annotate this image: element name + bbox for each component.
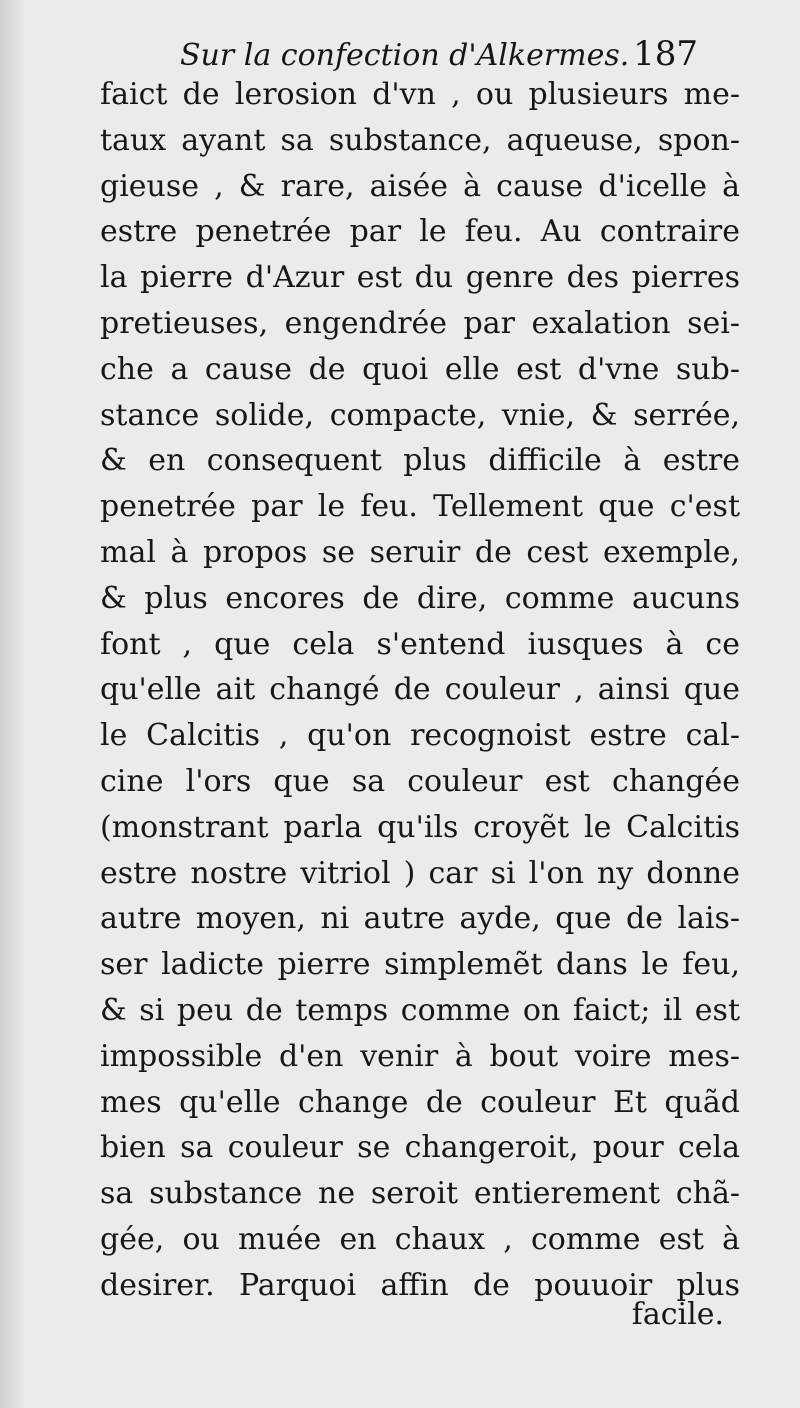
- text-line: bien sa couleur se changeroit, pour cela: [100, 1130, 740, 1166]
- text-line: pretieuses, engendrée par exalation sei-: [100, 305, 740, 341]
- page-gutter-shadow: [0, 0, 26, 1408]
- text-line: autre moyen, ni autre ayde, que de lais-: [100, 901, 740, 937]
- text-line: sa substance ne seroit entierement chã-: [100, 1176, 740, 1212]
- text-line: mal à propos se seruir de cest exemple,: [100, 534, 740, 570]
- text-line: & si peu de temps comme on faict; il est: [100, 992, 740, 1028]
- text-line: (monstrant parla qu'ils croyẽt le Calcitis: [100, 809, 740, 845]
- text-line: mes qu'elle change de couleur Et quãd: [100, 1084, 740, 1120]
- text-line: desirer. Parquoi affin de pouuoir plus: [100, 1267, 740, 1303]
- text-line: estre nostre vitriol ) car si l'on ny donne: [100, 855, 740, 891]
- text-line: stance solide, compacte, vnie, & serrée,: [100, 397, 740, 433]
- catchword-row: [100, 1292, 740, 1338]
- text-line: la pierre d'Azur est du genre des pierres: [100, 260, 740, 296]
- page-number: 187: [633, 34, 698, 74]
- text-line: ser ladicte pierre simplemẽt dans le feu,: [100, 947, 740, 983]
- text-line: estre penetrée par le feu. Au contraire: [100, 214, 740, 250]
- text-line: penetrée par le feu. Tellement que c'est: [100, 489, 740, 525]
- text-line: faict de lerosion d'vn , ou plusieurs me-: [100, 77, 740, 112]
- text-line: che a cause de quoi elle est d'vne sub-: [100, 351, 740, 387]
- text-line: impossible d'en venir à bout voire mes-: [100, 1038, 740, 1074]
- body-text: [100, 72, 740, 1309]
- text-line: & plus encores de dire, comme aucuns: [100, 580, 740, 616]
- text-line: gée, ou muée en chaux , comme est à: [100, 1221, 740, 1257]
- catchword: facile.: [631, 1297, 724, 1332]
- text-line: qu'elle ait changé de couleur , ainsi que: [100, 672, 740, 708]
- text-line: cine l'ors que sa couleur est changée: [100, 763, 740, 799]
- text-line: le Calcitis , qu'on recognoist estre cal-: [100, 718, 740, 754]
- text-line: gieuse , & rare, aisée à cause d'icelle à: [100, 168, 740, 204]
- text-line: taux ayant sa substance, aqueuse, spon-: [100, 122, 740, 158]
- text-line: font , que cela s'entend iusques à ce: [100, 626, 740, 662]
- text-line: & en consequent plus difficile à estre: [100, 443, 740, 479]
- running-title: Sur la confection d'Alkermes.: [180, 38, 630, 73]
